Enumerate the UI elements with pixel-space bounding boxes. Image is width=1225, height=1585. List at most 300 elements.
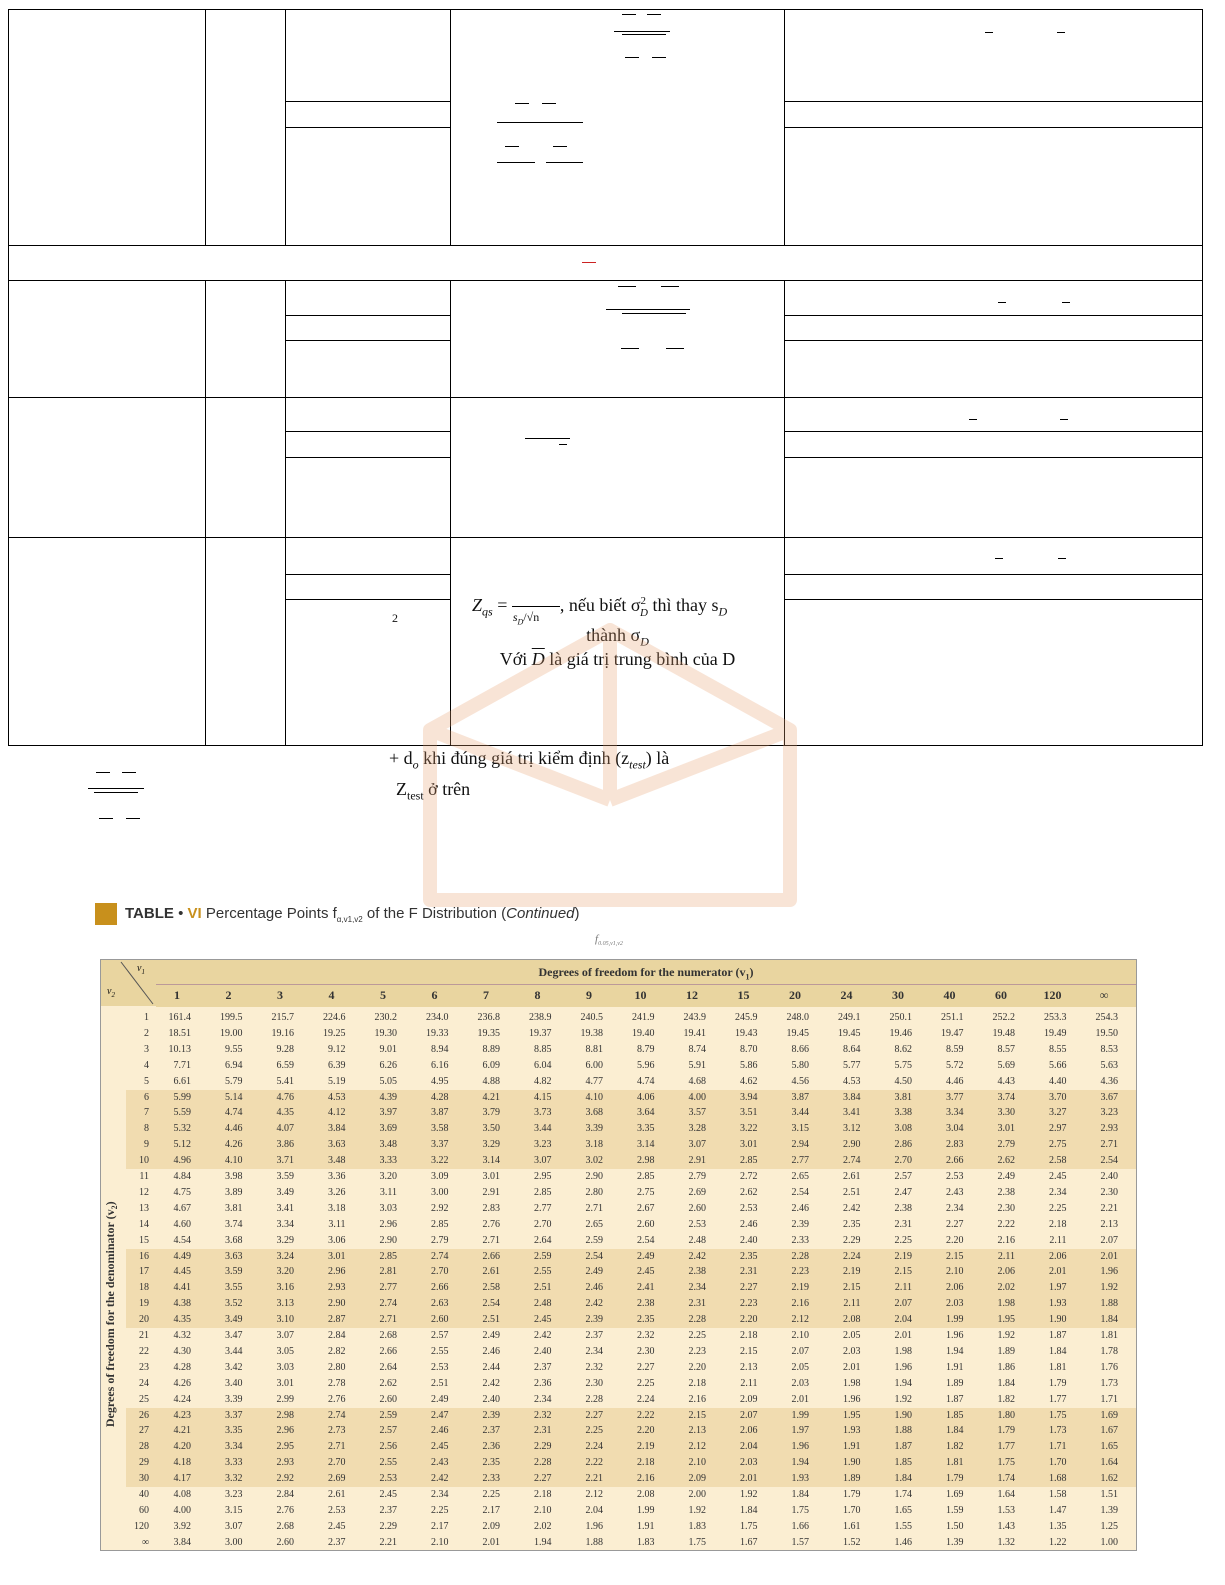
- table-cell: 2.06: [1049, 1250, 1067, 1262]
- table-cell: 2.25: [585, 1425, 603, 1437]
- table-cell: 2.30: [585, 1377, 603, 1389]
- table-cell: 1.71: [1100, 1393, 1118, 1405]
- row-label: 16: [139, 1250, 149, 1262]
- table-cell: 4.23: [173, 1409, 191, 1421]
- table-cell: 1.92: [894, 1393, 912, 1405]
- table-row: [126, 1010, 1136, 1026]
- table-cell: 1.51: [1100, 1489, 1118, 1500]
- table-cell: 2.56: [379, 1441, 397, 1453]
- column-header: 8: [534, 988, 541, 1002]
- table-cell: 2.32: [534, 1409, 552, 1421]
- table-cell: 249.1: [838, 1012, 861, 1023]
- table-cell: 253.3: [1044, 1012, 1067, 1023]
- table-cell: 3.04: [946, 1123, 964, 1135]
- table-cell: 2.43: [946, 1186, 964, 1198]
- table-cell: 2.46: [431, 1425, 449, 1437]
- table-cell: 5.99: [173, 1091, 191, 1103]
- table-cell: 2.66: [379, 1345, 397, 1357]
- table-cell: 240.5: [580, 1012, 603, 1023]
- table-cell: 2.33: [482, 1473, 500, 1485]
- table-cell: 3.29: [276, 1234, 294, 1246]
- table-cell: 2.49: [637, 1250, 655, 1262]
- table-cell: 4.00: [688, 1091, 706, 1103]
- table-cell: 224.6: [323, 1012, 346, 1023]
- table-cell: 2.06: [946, 1282, 964, 1294]
- table-cell: 2.71: [328, 1441, 346, 1453]
- table-cell: 4.10: [585, 1091, 603, 1103]
- table-cell: 2.71: [585, 1202, 603, 1214]
- table-cell: 1.84: [740, 1504, 758, 1516]
- table-cell: 2.40: [482, 1393, 500, 1405]
- table-cell: 3.01: [482, 1171, 500, 1182]
- table-cell: 9.55: [225, 1043, 243, 1055]
- table-cell: 4.53: [843, 1075, 861, 1087]
- table-cell: 3.00: [225, 1536, 243, 1548]
- table-cell: 1.89: [946, 1377, 964, 1389]
- row-label: 14: [139, 1218, 149, 1230]
- table-cell: 2.59: [534, 1250, 552, 1262]
- row-label: 25: [139, 1393, 149, 1405]
- table-cell: 3.44: [534, 1123, 552, 1135]
- table-cell: 2.37: [585, 1330, 603, 1341]
- table-cell: 2.84: [328, 1330, 346, 1341]
- table-cell: 2.29: [379, 1520, 397, 1532]
- table-cell: 4.40: [1049, 1075, 1067, 1087]
- table-cell: 2.42: [585, 1298, 603, 1310]
- table-cell: 10.13: [168, 1043, 191, 1055]
- row-label: 15: [139, 1234, 149, 1246]
- table-cell: 3.94: [740, 1091, 758, 1103]
- table-cell: 1.96: [946, 1330, 964, 1341]
- table-cell: 2.78: [328, 1377, 346, 1389]
- table-cell: 2.39: [585, 1314, 603, 1326]
- table-cell: 3.20: [276, 1266, 294, 1278]
- table-cell: 19.46: [889, 1027, 912, 1039]
- table-row: [126, 1312, 1136, 1328]
- table-cell: 3.28: [688, 1123, 706, 1135]
- table-cell: 2.45: [534, 1314, 552, 1326]
- table-cell: 2.03: [791, 1377, 809, 1389]
- table-cell: 5.69: [997, 1059, 1015, 1071]
- table-cell: 2.71: [1100, 1139, 1118, 1151]
- table-cell: 4.49: [173, 1250, 191, 1262]
- table-cell: 19.47: [941, 1027, 964, 1039]
- row-label: 22: [139, 1345, 149, 1357]
- table-cell: 1.65: [894, 1504, 912, 1516]
- table-cell: 2.07: [740, 1409, 758, 1421]
- table-cell: 2.65: [585, 1218, 603, 1230]
- table-cell: 2.66: [431, 1282, 449, 1294]
- table-cell: 8.59: [946, 1043, 964, 1055]
- table-cell: 2.69: [328, 1473, 346, 1485]
- table-cell: 2.93: [276, 1457, 294, 1469]
- table-cell: 3.74: [225, 1218, 243, 1230]
- table-cell: 2.42: [534, 1330, 552, 1341]
- table-cell: 8.94: [431, 1043, 449, 1055]
- table-cell: 2.13: [740, 1361, 758, 1373]
- table-cell: 3.58: [431, 1123, 449, 1135]
- table-cell: 2.71: [379, 1314, 397, 1326]
- table-cell: 2.38: [688, 1266, 706, 1278]
- table-cell: 4.06: [637, 1091, 655, 1103]
- row-label: 24: [139, 1377, 149, 1389]
- table-cell: 2.37: [328, 1536, 346, 1548]
- table-cell: 1.88: [585, 1536, 603, 1548]
- doc-cell-r2-c1: [8, 280, 206, 398]
- table-cell: 3.57: [688, 1107, 706, 1119]
- table-cell: 1.98: [843, 1377, 861, 1389]
- table-cell: 1.97: [791, 1425, 809, 1437]
- table-cell: 19.43: [735, 1027, 758, 1039]
- table-cell: 3.32: [225, 1473, 243, 1485]
- table-cell: 4.17: [173, 1473, 191, 1485]
- doc-cell-r3-c2: [205, 397, 286, 538]
- table-cell: 3.10: [276, 1314, 294, 1326]
- table-cell: 3.69: [379, 1123, 397, 1135]
- table-cell: 4.50: [894, 1075, 912, 1087]
- table-cell: 2.31: [534, 1425, 552, 1437]
- table-cell: 1.93: [791, 1473, 809, 1485]
- column-header: 6: [431, 988, 438, 1002]
- table-cell: 2.37: [482, 1425, 500, 1437]
- table-cell: 3.41: [843, 1107, 861, 1119]
- table-cell: 2.40: [1100, 1171, 1118, 1182]
- table-cell: 1.32: [997, 1536, 1015, 1548]
- row-label: 19: [139, 1298, 149, 1310]
- table-cell: 2.45: [379, 1489, 397, 1500]
- table-cell: 6.59: [276, 1059, 294, 1071]
- table-cell: 1.89: [843, 1473, 861, 1485]
- table-cell: 1.92: [688, 1504, 706, 1516]
- table-cell: 19.48: [992, 1027, 1015, 1039]
- table-cell: 2.27: [740, 1282, 758, 1294]
- table-cell: 2.30: [637, 1345, 655, 1357]
- table-row: [126, 1360, 1136, 1376]
- column-header: 40: [943, 988, 956, 1002]
- row-label: 21: [139, 1330, 149, 1341]
- table-row: [126, 1471, 1136, 1487]
- table-cell: 3.07: [276, 1330, 294, 1341]
- table-cell: 1.93: [843, 1425, 861, 1437]
- table-cell: 1.73: [1100, 1377, 1118, 1389]
- table-cell: 3.01: [276, 1377, 294, 1389]
- table-cell: 5.19: [328, 1075, 346, 1087]
- table-cell: 2.94: [791, 1139, 809, 1151]
- table-cell: 2.68: [379, 1330, 397, 1341]
- table-cell: 2.51: [843, 1186, 861, 1198]
- below-line-2: $Z_{test}$ ở trên: [396, 779, 471, 803]
- table-cell: 2.58: [482, 1282, 500, 1294]
- table-cell: 4.53: [328, 1091, 346, 1103]
- column-header: 120: [1043, 988, 1062, 1002]
- table-cell: 1.96: [791, 1441, 809, 1453]
- row-label: 4: [144, 1059, 149, 1071]
- table-cell: 3.81: [225, 1202, 243, 1214]
- table-cell: 2.16: [688, 1393, 706, 1405]
- table-cell: 3.59: [276, 1171, 294, 1182]
- table-cell: 1.91: [946, 1361, 964, 1373]
- doc-cell-r3-c4: [450, 397, 785, 538]
- table-cell: 1.81: [1100, 1330, 1118, 1341]
- table-cell: 3.86: [276, 1139, 294, 1151]
- table-cell: 1.55: [894, 1520, 912, 1532]
- table-cell: 2.19: [637, 1441, 655, 1453]
- doc-cell-r3-c3: [285, 397, 451, 538]
- table-cell: 4.39: [379, 1091, 397, 1103]
- table-cell: 2.80: [585, 1186, 603, 1198]
- table-cell: 4.21: [482, 1091, 500, 1103]
- table-cell: 2.21: [379, 1536, 397, 1548]
- table-cell: 4.28: [173, 1361, 191, 1373]
- row-label: 2: [144, 1027, 149, 1039]
- table-cell: 1.39: [1100, 1504, 1118, 1516]
- table-cell: 1.91: [637, 1520, 655, 1532]
- table-cell: 1.35: [1049, 1520, 1067, 1532]
- table-cell: 2.15: [740, 1345, 758, 1357]
- table-cell: 2.15: [946, 1250, 964, 1262]
- table-cell: 2.20: [688, 1361, 706, 1373]
- table-cell: 2.01: [740, 1473, 758, 1485]
- table-cell: 2.64: [534, 1234, 552, 1246]
- table-cell: 19.16: [271, 1027, 294, 1039]
- table-cell: 4.30: [173, 1345, 191, 1357]
- table-cell: 1.94: [791, 1457, 809, 1469]
- table-cell: 5.41: [276, 1075, 294, 1087]
- table-cell: 8.62: [894, 1043, 912, 1055]
- table-cell: 2.85: [534, 1186, 552, 1198]
- f-table: [100, 959, 1137, 1551]
- table-row: [126, 1217, 1136, 1233]
- table-cell: 3.23: [225, 1489, 243, 1500]
- table-cell: 1.53: [997, 1504, 1015, 1516]
- table-cell: 2.86: [894, 1139, 912, 1151]
- table-cell: 2.27: [946, 1218, 964, 1230]
- table-corner: $v_1$ $v_2$: [101, 960, 156, 1006]
- column-header: 2: [225, 988, 232, 1002]
- table-cell: 2.29: [843, 1234, 861, 1246]
- table-row: [126, 1376, 1136, 1392]
- table-cell: 2.49: [997, 1171, 1015, 1182]
- table-cell: 2.42: [688, 1250, 706, 1262]
- f-symbol-label: $f_{0.05,v1,v2}$: [595, 933, 623, 948]
- table-cell: 4.45: [173, 1266, 191, 1278]
- table-row: [126, 1042, 1136, 1058]
- table-cell: 3.84: [328, 1123, 346, 1135]
- table-cell: 2.54: [585, 1250, 603, 1262]
- table-cell: 5.91: [688, 1059, 706, 1071]
- row-label: 10: [139, 1155, 149, 1167]
- table-cell: 3.33: [379, 1155, 397, 1167]
- row-label: 6: [144, 1091, 149, 1103]
- table-cell: 2.21: [585, 1473, 603, 1485]
- table-row: [126, 1249, 1136, 1265]
- table-cell: 1.75: [791, 1504, 809, 1516]
- table-cell: 1.69: [1100, 1409, 1118, 1421]
- table-row: [126, 1328, 1136, 1344]
- table-cell: 2.96: [276, 1425, 294, 1437]
- table-cell: 2.65: [791, 1171, 809, 1182]
- table-cell: 3.48: [328, 1155, 346, 1167]
- column-header: 10: [634, 988, 647, 1002]
- table-cell: 2.98: [276, 1409, 294, 1421]
- table-cell: 8.66: [791, 1043, 809, 1055]
- table-cell: 1.83: [637, 1536, 655, 1548]
- table-cell: 3.34: [225, 1441, 243, 1453]
- table-cell: 2.54: [482, 1298, 500, 1310]
- table-cell: 1.91: [843, 1441, 861, 1453]
- table-cell: 3.34: [276, 1218, 294, 1230]
- table-cell: 2.45: [1049, 1171, 1067, 1182]
- table-cell: 1.68: [1049, 1473, 1067, 1485]
- table-cell: 1.92: [740, 1489, 758, 1500]
- table-cell: 2.31: [740, 1266, 758, 1278]
- table-cell: 4.35: [276, 1107, 294, 1119]
- table-cell: 1.25: [1100, 1520, 1118, 1532]
- table-cell: 19.45: [838, 1027, 861, 1039]
- table-cell: 3.06: [328, 1234, 346, 1246]
- table-cell: 3.68: [225, 1234, 243, 1246]
- table-cell: 2.20: [946, 1234, 964, 1246]
- table-cell: 2.62: [997, 1155, 1015, 1167]
- table-cell: 2.51: [534, 1282, 552, 1294]
- table-cell: 1.82: [946, 1441, 964, 1453]
- formula-line-3: Với $\overline{D}$ là giá trị trung bình của D: [499, 649, 736, 669]
- table-cell: 3.97: [379, 1107, 397, 1119]
- table-cell: 2.00: [688, 1489, 706, 1500]
- table-cell: 2.92: [431, 1202, 449, 1214]
- table-cell: 252.2: [992, 1012, 1015, 1023]
- table-cell: 2.03: [946, 1298, 964, 1310]
- table-cell: 3.18: [328, 1202, 346, 1214]
- table-cell: 2.38: [637, 1298, 655, 1310]
- table-cell: 2.11: [740, 1377, 758, 1389]
- column-header: 9: [586, 988, 592, 1002]
- table-cell: 19.49: [1044, 1027, 1067, 1039]
- table-cell: 2.54: [1100, 1155, 1118, 1167]
- table-cell: 1.00: [1100, 1536, 1118, 1548]
- table-cell: 3.92: [173, 1520, 191, 1532]
- table-cell: 161.4: [168, 1012, 191, 1023]
- table-cell: 1.46: [894, 1536, 912, 1548]
- table-cell: 3.14: [482, 1155, 500, 1167]
- row-label: 3: [144, 1043, 149, 1055]
- table-cell: 5.79: [225, 1075, 243, 1087]
- table-cell: 3.13: [276, 1298, 294, 1310]
- table-row: [126, 1058, 1136, 1074]
- table-cell: 2.39: [482, 1409, 500, 1421]
- row-label: 30: [139, 1473, 149, 1485]
- table-cell: 2.40: [534, 1345, 552, 1357]
- table-row: [126, 1280, 1136, 1296]
- table-cell: 3.26: [328, 1186, 346, 1198]
- table-cell: 2.01: [843, 1361, 861, 1373]
- doc-cell-r4-c1: [8, 537, 206, 746]
- table-cell: 2.22: [997, 1218, 1015, 1230]
- table-cell: 1.81: [1049, 1361, 1067, 1373]
- table-cell: 1.84: [1049, 1345, 1067, 1357]
- table-row: [126, 1423, 1136, 1439]
- table-cell: 2.66: [946, 1155, 964, 1167]
- table-cell: 5.72: [946, 1059, 964, 1071]
- table-cell: 2.85: [637, 1171, 655, 1182]
- table-cell: 4.96: [173, 1155, 191, 1167]
- table-cell: 2.35: [740, 1250, 758, 1262]
- table-cell: 8.81: [585, 1043, 603, 1055]
- table-row: [126, 1296, 1136, 1312]
- table-cell: 2.59: [379, 1409, 397, 1421]
- table-cell: 1.84: [791, 1489, 809, 1500]
- row-label: 7: [144, 1107, 149, 1119]
- table-cell: 2.90: [328, 1298, 346, 1310]
- table-row: [126, 1153, 1136, 1169]
- table-cell: 2.43: [431, 1457, 449, 1469]
- table-cell: 3.41: [276, 1202, 294, 1214]
- table-cell: 3.81: [894, 1091, 912, 1103]
- table-cell: 2.79: [997, 1139, 1015, 1151]
- table-cell: 2.35: [482, 1457, 500, 1469]
- table-cell: 2.01: [482, 1536, 500, 1548]
- table-cell: 4.28: [431, 1091, 449, 1103]
- denominator-label: Degrees of freedom for the denominator $(v_2)$: [102, 1201, 120, 1428]
- table-cell: 2.30: [997, 1202, 1015, 1214]
- table-cell: 2.48: [534, 1298, 552, 1310]
- table-cell: 2.19: [843, 1266, 861, 1278]
- table-cell: 2.85: [431, 1218, 449, 1230]
- table-cell: 2.06: [997, 1266, 1015, 1278]
- table-title: TABLE • VI Percentage Points $f_{\alpha,v1,v2}$ of the F Distribution (Continued): [95, 903, 580, 925]
- table-cell: 251.1: [941, 1012, 964, 1023]
- table-cell: 9.12: [328, 1043, 346, 1055]
- table-cell: 1.96: [585, 1520, 603, 1532]
- table-cell: 8.85: [534, 1043, 552, 1055]
- table-cell: 3.49: [225, 1314, 243, 1326]
- row-label: 29: [139, 1457, 149, 1469]
- table-cell: 18.51: [168, 1027, 191, 1039]
- table-cell: 2.45: [637, 1266, 655, 1278]
- table-cell: 2.90: [585, 1171, 603, 1182]
- table-cell: 2.70: [328, 1457, 346, 1469]
- table-cell: 3.34: [946, 1107, 964, 1119]
- table-cell: 2.66: [482, 1250, 500, 1262]
- doc-cell-r1-c2: [205, 9, 286, 246]
- table-cell: 2.37: [534, 1361, 552, 1373]
- table-cell: 2.06: [740, 1425, 758, 1437]
- table-cell: 1.87: [946, 1393, 964, 1405]
- table-cell: 2.57: [894, 1171, 912, 1182]
- row-label: 27: [139, 1425, 149, 1437]
- table-cell: 2.41: [637, 1282, 655, 1294]
- table-cell: 4.67: [173, 1202, 191, 1214]
- table-cell: 1.77: [997, 1441, 1015, 1453]
- table-cell: 1.81: [946, 1457, 964, 1469]
- table-cell: 2.38: [997, 1186, 1015, 1198]
- table-cell: 6.61: [173, 1075, 191, 1087]
- column-header: ∞: [1099, 988, 1109, 1002]
- table-cell: 1.78: [1100, 1345, 1118, 1357]
- table-cell: 2.20: [740, 1314, 758, 1326]
- table-cell: 19.35: [477, 1027, 500, 1039]
- table-cell: 2.42: [482, 1377, 500, 1389]
- table-cell: 1.86: [997, 1361, 1015, 1373]
- table-cell: 2.60: [431, 1314, 449, 1326]
- table-cell: 2.49: [482, 1330, 500, 1341]
- table-cell: 2.76: [276, 1504, 294, 1516]
- table-cell: 19.45: [786, 1027, 809, 1039]
- table-cell: 2.34: [534, 1393, 552, 1405]
- table-cell: 2.24: [843, 1250, 861, 1262]
- table-cell: 5.14: [225, 1091, 243, 1103]
- table-cell: 3.63: [225, 1250, 243, 1262]
